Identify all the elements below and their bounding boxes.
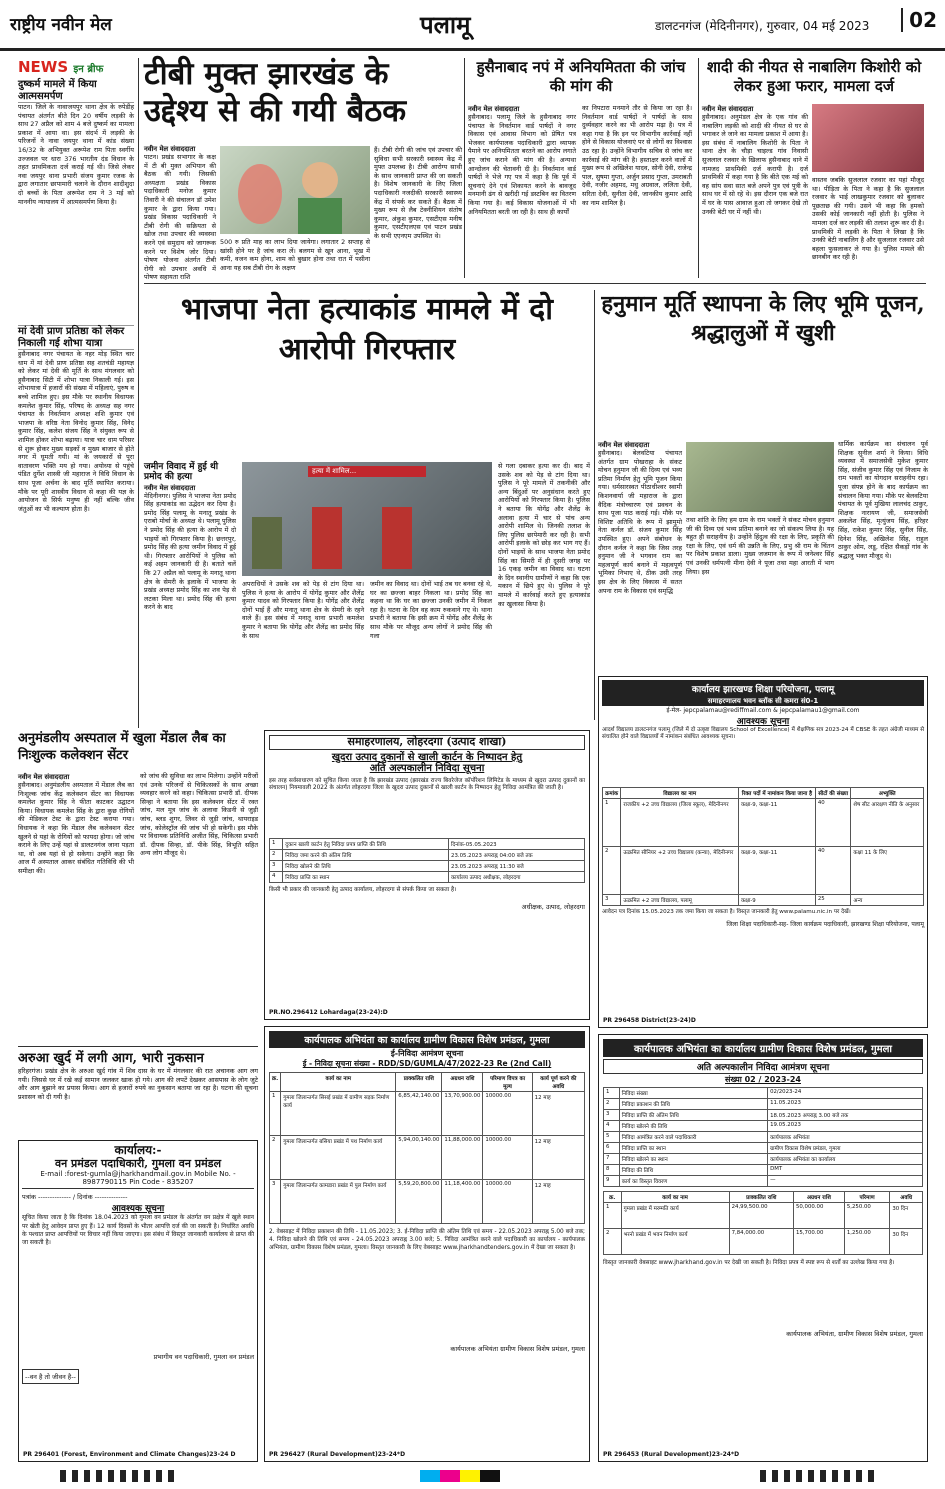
- tb-photo: [220, 146, 370, 234]
- cmyk-strip: [420, 1470, 500, 1482]
- brief-label: [18, 58, 134, 76]
- cell: 3: [270, 860, 283, 871]
- cell: कार्यपालक अभियंता का कार्यालय: [768, 1154, 923, 1165]
- cell: ग्रामीण विकास विशेष प्रमंडल, गुमला: [768, 1143, 923, 1154]
- excise-ad-office: समाहरणालय, लोहरदगा (उत्पाद शाखा): [269, 735, 585, 750]
- tb-body-3: हैं। टीबी रोगी की जांच एवं उपचार की सुविधा सभी सरकारी स्वास्थ्य केंद्र में मुफ्त उपलब्ध है। टीबी आरोग्य साथी के साथ जानकारी प्राप्त की जा सकती है। विशेष जानकारी के लिए जिला पदाधिकारी नजदीकी सरकारी स्वास्थ्य केंद्र में संपर्क कर सकते हैं। बैठक में मुख्य रूप से लैब टेक्नीशियन संतोष कुमार, अंकुश कुमार, एसटीएस मनीष कुमार, एसटीएलएस एवं पाटन प्रखंड के सभी एएनएम उपस्थित थे।: [374, 146, 462, 240]
- cell: निविदा प्राप्ति का स्थान: [283, 871, 449, 882]
- table-row: [604, 1154, 923, 1165]
- minor-story: [702, 58, 926, 278]
- cell: 5: [604, 1132, 620, 1143]
- bjp-story: [144, 290, 590, 720]
- cell: 11,18,400.00: [442, 1180, 483, 1224]
- cell: 10000.00: [483, 1136, 532, 1180]
- brief-label-news: NEWS: [18, 58, 69, 76]
- edu-ad-intro: आदर्श विद्यालय डालटनगंज पलामू (जिले में दो उत्कृष्ट विद्यालय School of Excellence) में शैक्षणिक सत्र 2023-24 में CBSE के तहत अंग्रेजी माध्यम से संचालित होने वाले विद्यालयों में नामांकन संबंधित आवश्यक सूचना।: [602, 727, 924, 741]
- cell: कक्षा-9, कक्षा-11: [738, 799, 815, 847]
- cell: 2: [603, 847, 621, 895]
- table-row: [603, 847, 924, 895]
- table-row: [604, 1143, 923, 1154]
- rwd2-signature: कार्यपालक अभियंता, ग्रामीण विकास विशेष प्रमंडल, गुमला: [786, 1330, 923, 1338]
- fire-body: हरिहरगंज। प्रखंड क्षेत्र के अरुआ खुर्द गांव में शिव दास के घर में मंगलवार की रात अचानक आग लग गयी। जिससे घर में रखे कई सामान जलकर खाक हो गये। आग की लपटें देखकर आसपास के लोग जुटे और आग बुझाने का प्रयास किया। आग से हजारों रुपये का नुकसान बताया जा रहा है। घटना की सूचना प्रशासन को दी गयी है।: [18, 1067, 258, 1101]
- cell: 2: [270, 849, 283, 860]
- excise-notice-ad: [264, 730, 590, 1020]
- cell: उत्क्रमित सीनियर +2 उच्च विद्यालय (कन्या), मेदिनीनगर: [621, 847, 739, 895]
- rwd2-title: अति अल्पकालीन निविदा आमंत्रण सूचना: [603, 1059, 923, 1074]
- cell: 1: [603, 799, 621, 847]
- cell: निविदा खोलने की तिथि: [283, 860, 449, 871]
- rwd1-number: ई - निविदा सूचना संख्या - RDD/SD/GUMLA/47/2022-23 Re (2nd Call): [302, 1059, 552, 1068]
- table-row: [604, 1176, 923, 1187]
- dateline: डालटनगंज (मेदिनीनगर), गुरुवार, 04 मई 2023: [655, 19, 870, 33]
- tb-body-1: पाटन। प्रखंड सभागार के कक्ष में टी बी मुक्त अभियान की बैठक की गयी। जिसकी अध्यक्षता प्रखंड विकास पदाधिकारी मनोज कुमार तिवारी ने की संचालन डॉ उमेश कुमार के द्वारा किया गया। प्रखंड विकास पदाधिकारी ने टीबी रोगी की सक्रियता से खोज तथा उपचार की व्यवस्था करने एवं समुदाय को जागरूक करने पर विशेष जोर दिया। पोषण योजना अंतर्गत टीबी रोगी को उपचार अवधि में पोषण सहायता राशि: [144, 153, 216, 282]
- bjp-byline: नवीन मेल संवाददाता: [144, 483, 196, 492]
- rwd2-office: कार्यपालक अभियंता का कार्यालय ग्रामीण विकास विशेष प्रमंडल, गुमला: [603, 1039, 923, 1057]
- cell: कक्षा-9: [738, 895, 815, 906]
- hanuman-body-1: हुसैनाबाद। बेलवटिया पंचायत अंतर्गत ग्राम पोखराहा के संकट मोचन हनुमान जी की दिव्य एवं भव्य प्रतिमा निर्माण हेतु भूमि पूजन किया गया। धर्मसारस्वत पीठाधीश्वर स्वामी किशनवार्या जी महाराज के द्वारा वैदिक मंत्रोच्चारण एवं प्रवचन के साथ पूजा पाठ कराई गई। मौके पर विशिष्ट अतिथि के रूप में झामुमो नेता कर्नल डॉ. संजय कुमार सिंह उपस्थित हुए। अपने संबोधन के दौरान कर्नल ने कहा कि जिस तरह हनुमान जी ने भगवान राम का महत्वपूर्ण कार्य बनाने में महत्वपूर्ण भूमिका निभाए थे, ठीक उसी तरह इस क्षेत्र के लिए विकास में सतत अपना राम के विकास एवं समृद्धि: [598, 449, 682, 595]
- table-row: [604, 1229, 923, 1255]
- minor-body-2: वास्तव जबकि सुजलाल रजवार का यहां मौजूद था। पीड़िता के पिता ने कहा है कि सुजलाल रजवार के भाई लाखकुमार रजवार को बुलाकर पूछताछ की गयी। उसने भी कहा कि हमको उसकी कोई जानकारी नहीं होती है। पुलिस ने मामला दर्ज कर लड़की की तलाश शुरू कर दी है। प्राथमिकी में लड़की के पिता ने लिखा है कि उनकी बेटी नाबालिग है और सुजलाल रजवार उसे बहला फुसलाकर ले गया है। पुलिस मामले की छानबीन कर रही है।: [812, 176, 924, 262]
- edu-ad-email: ई-मेल- jepcpalamau@rediffmail.com & jepcpalamau1@gmail.com: [666, 707, 860, 714]
- minor-photo: [812, 104, 924, 172]
- husainabad-byline: नवीन मेल संवाददाता: [468, 105, 520, 113]
- rwd1-signature: कार्यपालक अभियंता ग्रामीण विकास विशेष प्रमंडल, गुमला: [450, 1345, 585, 1353]
- edu-col-header: अभ्युक्ति: [851, 788, 924, 799]
- tb-headline: टीबी मुक्त झारखंड के उद्देश्य से की गयी बैठक: [144, 56, 407, 129]
- edu-col-header: सीटों की संख्या: [815, 788, 851, 799]
- rwd2-info-table: [603, 1087, 923, 1187]
- cell: 12 माह: [532, 1136, 584, 1180]
- cell: 30 दिन: [890, 1229, 923, 1255]
- cell: अन्य: [851, 895, 924, 906]
- bjp-body-1: मेदिनीनगर। पुलिस ने भाजपा नेता प्रमोद सिंह हत्याकांड का उद्भेदन कर दिया है। प्रमोद सिंह पलामू के मनातू प्रखंड के एराबो मोर्चा के अध्यक्ष थे। पलामू पुलिस ने प्रमोद सिंह की हत्या के आरोप में दो भाइयों को गिरफ्तार किया है। छत्तरपुर, प्रमोद सिंह की हत्या जमीन विवाद में हुई थी। गिरफ्तार आरोपियों ने पुलिस को कई अहम जानकारी दी है। बताते चलें कि 27 अप्रैल को पलामू के मनातू थाना क्षेत्र के सेमरी के इलाके में भाजपा के प्रखंड अध्यक्ष प्रमोद सिंह का शव पेड़ से लटका मिला था। प्रमोद सिंह की हत्या करने के बाद: [144, 491, 236, 612]
- hospital-story: [18, 730, 258, 960]
- forest-ad-contact: E-mail :forest-gumla@jharkhandmail.gov.in Mobile No. - 8987790115 Pin Code - 835207: [22, 1170, 254, 1189]
- cell: दुकान खाली कार्टन हेतु निविदा प्रपत्र प्राप्ति की तिथि: [283, 838, 449, 849]
- rwd2-number: संख्या 02 / 2023-24: [725, 1075, 801, 1084]
- table-row: [604, 1110, 923, 1121]
- bjp-body-3: जमीन का विवाद था। दोनों भाई तब घर बनवा रहे थे, घर का छज्जा बाहर निकला था। प्रमोद सिंह का कहना था कि घर का छज्जा उनकी जमीन में निकल रहा है। घटना के दिन वह काम रुकवाने गए थे। थाना प्रभारी ने बताया कि इसी क्रम में योगेंद्र और शैलेंद्र के साथ मौके पर मौजूद अन्य लोगों ने प्रमोद सिंह की गला: [370, 580, 492, 640]
- cell: 1: [270, 1092, 281, 1136]
- tb-body-2: 500 रु प्रति माह का लाभ दिया जायेगा। लगातार 2 सप्ताह से खांसी होने पर है जांच करा लें। बलगम से खून आना, भूख में कमी, वजन कम होना, शाम को बुखार होना तथा रात में पसीना आना यह सब टीबी रोग के लक्षण: [220, 238, 370, 272]
- hanuman-story: [598, 290, 928, 670]
- news-in-brief: [18, 58, 134, 758]
- cell: 50,000.00: [793, 1203, 844, 1229]
- edu-ad-office: कार्यालय झारखण्ड शिक्षा परियोजना, पलामू: [602, 680, 924, 697]
- registration-strip: [760, 1470, 880, 1482]
- cell: 4: [604, 1121, 620, 1132]
- husainabad-story: [468, 58, 694, 278]
- edu-ad-title: आवश्यक सूचना: [736, 717, 790, 727]
- cell: राजकीय +2 उच्च विद्यालय (जिला स्कूल), मेदिनीनगर: [621, 799, 739, 847]
- cell: 23.05.2023 अपराह्न 04:00 बजे तक: [449, 849, 585, 860]
- forest-ad-title-2: वन प्रमंडल पदाधिकारी, गुमला वन प्रमंडल: [54, 1156, 222, 1170]
- tb-illustration: [220, 146, 370, 234]
- rwd1-col-header: परिमाण विपत्र का मूल्य: [483, 1073, 532, 1092]
- cell: दिनांक-05.05.2023: [449, 838, 585, 849]
- rwd2-col-header: परिमाण: [844, 1192, 890, 1203]
- rwd2-col-header: प्राक्कलित राशि: [729, 1192, 793, 1203]
- cell: गुमला प्रखंड में मरम्मति कार्य: [621, 1203, 729, 1229]
- cell: 40: [815, 799, 851, 847]
- cell: कार्यालय उत्पाद अधीक्षक, लोहरदगा: [449, 871, 585, 882]
- cell: 2: [270, 1136, 281, 1180]
- rwd2-pr: PR 296453 (Rural Development)23-24*D: [603, 1451, 740, 1458]
- minor-body-1: हुसैनाबाद। अनुमंडल क्षेत्र के एक गांव की नाबालिग लड़की को शादी की नीयत से घर से भगाकर ले जाने का मामला प्रकाश में आया है। इस संबंध में नाबालिग किशोरी के पिता ने थाना क्षेत्र के चौड़ा चाइल्ड गांव निवासी सुजलाल रजवार के खिलाफ हुसैनाबाद थाने में नामजद प्राथमिकी दर्ज करायी है। दर्ज प्राथमिकी में कहा गया है कि बीते एक मई को वह सांय सवा सात बजे अपने पुत्र एवं पुत्री के साथ घर में सो रहे थे। इस दौरान एक बजे रात में घर के पास आवाज हुआ तो जगकर देखे तो उनकी बेटी घर में नहीं थी।: [702, 113, 808, 216]
- bjp-body-2: अपराधियों ने उसके शव को पेड़ से टांग दिया था। पुलिस ने हत्या के आरोप में योगेंद्र कुमार और शैलेंद्र कुमार यादव को गिरफ्तार किया है। योगेंद्र और शैलेंद्र दोनों भाई हैं और मनातू थाना क्षेत्र के सेमरी के रहने वाले हैं। इस संबंध में मनातू थाना प्रभारी कमलेश कुमार ने बताया कि योगेंद्र और शैलेंद्र का प्रमोद सिंह के साथ: [242, 580, 364, 640]
- rwd2-col-header: अग्रधन राशि: [793, 1192, 844, 1203]
- cell: कार्य का विस्तृत विवरण: [619, 1176, 767, 1187]
- hanuman-body-3: धार्मिक कार्यक्रम का संचालन पूर्व शिक्षक सुनील शर्मा ने किया। विधि व्यवस्था में समाजसेवी मुकेश कुमार सिंह, संजीव कुमार सिंह एवं निजाम के राम भक्तों का योगदान सराहनीय रहा। पूजा संपन्न होने के बाद कार्यक्रम का संचालन किया गया। मौके पर बेलवटिया पंचायत के पूर्व मुखिया लालचंद ठाकुर, शिक्षक नारायण जी, समाजसेवी अकलेश सिंह, मृत्युंजय सिंह, हरिहर सिंह, राकेश कुमार सिंह, सुनील सिंह, दिनेश सिंह, अखिलेश सिंह, राहुल ठाकुर ओम, लडू, रक्षित सैकड़ों गांव के श्रद्धालु भक्त मौजूद थे।: [838, 440, 928, 560]
- color-registration-bar: [0, 1470, 945, 1489]
- excise-ad-pr: PR.NO.296412 Lohardaga(23-24):D: [269, 1009, 388, 1016]
- tb-byline: नवीन मेल संवाददाता: [144, 145, 196, 153]
- fire-story: [18, 1046, 258, 1137]
- forest-ad-signature: प्रभागीय वन पदाधिकारी, गुमला वन प्रमंडल: [153, 1353, 254, 1362]
- cell: 11,88,000.00: [442, 1136, 483, 1180]
- cell: 2: [604, 1229, 622, 1255]
- cell: 6: [604, 1143, 620, 1154]
- cell: 12 माह: [532, 1092, 584, 1136]
- column-divider: [138, 58, 139, 728]
- bjp-body-4: से गला दबाकर हत्या कर दी। बाद में उसके शव को पेड़ से टांग दिया था। पुलिस ने पूरे मामले में तकनीकी और अन्य बिंदुओं पर अनुसंधान करते हुए आरोपियों को गिरफ्तार किया है। पुलिस ने बताया कि योगेंद्र और शैलेंद्र के अलावा हत्या में चार से पांच अन्य आरोपी शामिल थे। जिनकी तलाश के लिए पुलिस छापेमारी कर रही है। सभी आरोपी इलाके को छोड़ कर भाग गए हैं। दोनों भाइयों के साथ भाजपा नेता प्रमोद सिंह का सिमरी में ही दूसरी जगह पर 16 एकड़ जमीन का विवाद था। घटना के दिन स्थानीय ग्रामीणों ने कहा कि एक मकान में छिपे हुए थे। पुलिस ने पूरे मामले में कार्रवाई करते हुए हत्याकांड का खुलासा किया है।: [498, 462, 590, 608]
- masthead: [0, 0, 945, 51]
- edu-col-header: विद्यालय का नाम: [621, 788, 739, 799]
- cell: 18.05.2023 अपराह्न 3.00 बजे तक: [768, 1110, 923, 1121]
- cell: गुमला जिलान्तर्गत सिसई प्रखंड में ग्रामीण सड़क निर्माण कार्य: [281, 1092, 396, 1136]
- cell: 7,84,000.00: [729, 1229, 793, 1255]
- cell: भरनो प्रखंड में भवन निर्माण कार्य: [621, 1229, 729, 1255]
- brief-headline-1: दुष्कर्म मामले में किया आत्मसमर्पण: [18, 79, 134, 103]
- husainabad-headline: हुसैनाबाद नपं में अनियमितता की जांच की मांग की: [476, 58, 686, 95]
- table-row: [270, 860, 585, 871]
- bjp-photo: [242, 462, 492, 576]
- cell: 02/2023-24: [768, 1088, 923, 1099]
- fire-headline: अरुआ खुर्द में लगी आग, भारी नुकसान: [18, 1051, 204, 1066]
- cell: निविदा प्रकाशन की तिथि: [619, 1099, 767, 1110]
- table-row: [270, 1180, 585, 1224]
- cell: 3: [604, 1110, 620, 1121]
- cell: 6,85,42,140.00: [396, 1092, 442, 1136]
- hanuman-byline: नवीन मेल संवाददाता: [598, 441, 650, 449]
- cell: DMT: [768, 1165, 923, 1176]
- cell: 40: [815, 847, 851, 895]
- forest-ad-title-1: कार्यालय:-: [114, 1143, 162, 1157]
- table-row: [604, 1121, 923, 1132]
- table-row: [270, 871, 585, 882]
- edu-ad-note: आवेदन पत्र दिनांक 15.05.2023 तक जमा किया जा सकता है। विस्तृत जानकारी हेतु www.palamu.nic.in पर देखें।: [602, 909, 851, 915]
- page-number: 02: [901, 8, 937, 32]
- cell: 15,700.00: [793, 1229, 844, 1255]
- cell: निविदा खोलने का स्थान: [619, 1154, 767, 1165]
- accused-figures: [242, 477, 492, 573]
- forest-ad-memo: पत्रांक -------------- / दिनांक --------------: [22, 1193, 128, 1202]
- brief-body-2: हुसैनाबाद नगर पंचायत के नहर मोड़ स्थित चार धाम में मां देवी प्राण प्रतिष्ठा सह शतचंडी महायज्ञ को लेकर मां देवी की मूर्ति के साथ मंगलवार को हुसैनाबाद सिटी में शोभा यात्रा निकाली गई। इस शोभायात्रा में हजारों की संख्या में महिलाएं, पुरुष व बच्चे शामिल हुए। इस मौके पर स्थानीय विधायक कमलेश कुमार सिंह, परिषद के अध्यक्ष सह नगर पंचायत के निवर्तमान अध्यक्ष शशि कुमार एवं भाजपा के वरिष्ठ नेता विनोद कुमार सिंह, विनेद कुमार सिंह, कलेश संजय सिंह ने संयुक्त रूप से शामिल होकर शोभा बढ़ाया। यात्रा चार धाम परिसर से शुरू होकर मुख्य सड़कों व मुख्य बाजार से होते नगर में घूमती गयी। मां के जयकारों से पूरा वातावरण भक्ति मय हो गया। अयोध्या से पहुंचे पंडित दुर्गेश शास्त्री जी महाराज ने विधि विधान के साथ पूजा अर्चना के बाद मूर्ति स्थापित कराया। मौके पर पूरी शास्त्रीय विधान से कहा की यज्ञ के आयोजन से सिर्फ मनुष्य ही नहीं बल्कि जीव जंतुओं का भी कल्याण होता है।: [18, 350, 134, 513]
- forest-ad-body: सूचित किया जाता है कि दिनांक 18.04.2023 को गुमला वन प्रमंडल के अंतर्गत वन प्रक्षेत्र में खुले स्थान पर खेती हेतु आवेदन प्राप्त हुए हैं। 12 कार्य दिवसों के भीतर आपत्ति दर्ज की जा सकती है। निर्धारित अवधि के पश्चात प्राप्त आपत्तियों पर विचार नहीं किया जाएगा। इस संबंध में विस्तृत जानकारी कार्यालय से प्राप्त की जा सकती है।: [22, 1214, 254, 1247]
- table-row: [604, 1165, 923, 1176]
- cell: गुमला जिलान्तर्गत कामडारा प्रखंड में पुल निर्माण कार्य: [281, 1180, 396, 1224]
- cell: 24,99,500.00: [729, 1203, 793, 1229]
- cell: 12 माह: [532, 1180, 584, 1224]
- hanuman-body-2: तथा शांति के लिए हम ग्राम के राम भक्तों ने संकट मोचन हनुमान जी की दिव्य एवं भव्य प्रतिमा बनाने का जो संकल्प लिया है। यह बहुत ही सराहनीय है। उन्होंने हिंदुत्व की रक्षा के लिए, प्रकृति की रक्षा के लिए, एवं धर्म की उन्नति के लिए, प्रभु श्री राम के चिंतन पर विशेष प्रकाश डाला। मुख्य जजमान के रूप में जनेश्वर सिंह एवं उनकी धर्मपत्नी मीना देवी ने पूजा तथा महा आरती में भाग लिया। इस: [686, 516, 834, 576]
- cell: 7: [604, 1154, 620, 1165]
- rwd2-work-table: [603, 1191, 923, 1255]
- cell: 1: [270, 838, 283, 849]
- cell: 1: [604, 1088, 620, 1099]
- cell: 1: [604, 1203, 622, 1229]
- cell: शेष सीट आरक्षण नीति के अनुसार: [851, 799, 924, 847]
- husainabad-body-2: का निपटारा मनमाने तौर से किया जा रहा है। निवर्तमान वार्ड पार्षदों ने पार्षदों के साथ दुर्व्यवहार करने का भी आरोप मढ़ा है। पत्र में कहा गया है कि इन पर विभागीय कार्रवाई नहीं होने से विकास योजनाएं पर से लोगों का विश्वास उठ रहा है। उन्होंने विभागीय सचिव से जांच कर कार्रवाई की मांग की है। हस्ताक्षर करने वालों में मुख्य रूप से अखिलेश यादव, सोनी देवी, राजेन्द्र पाल, सुषमा गुप्ता, अर्जुन प्रसाद गुप्ता, उमराबती देवी, नजीर अहमद, मधु अग्रवाल, ललिता देवी, सरिता देवी, सुनीता देवी, जानकीय कुमार आदि का नाम शामिल है।: [582, 104, 692, 207]
- edu-col-header: रिक्त पदों में नामांकन किया जाना है: [738, 788, 815, 799]
- cell: गुमला जिलान्तर्गत बसिया प्रखंड में पथ निर्माण कार्य: [281, 1136, 396, 1180]
- cell: निविदा खोलने की तिथि: [619, 1121, 767, 1132]
- cell: 2: [604, 1099, 620, 1110]
- edu-ad-signature: जिला शिक्षा पदाधिकारी-सह- जिला कार्यक्रम पदाधिकारी, झारखण्ड शिक्षा परियोजना, पलामू: [726, 921, 924, 929]
- excise-ad-signature: अधीक्षक, उत्पाद, लोहरदगा: [521, 903, 585, 912]
- rwd1-col-header: अग्रधन राशि: [442, 1073, 483, 1092]
- hospital-body-2: को जांच की सुविधा का लाभ मिलेगा। उन्होंने मरीजों एवं उनके परिजनों से चिकित्सकों के साथ अच्छा व्यवहार करने को कहा। चिकित्सा प्रभारी डॉ. दीपक सिन्हा ने बताया कि इस कलेक्शन सेंटर में रक्त जांच, मल मूत्र जांच के अलावा किडनी से जुड़ी जांच, ब्लड शुगर, लिवर से जुड़ी जांच, थायराइड जांच, कोलेस्ट्रॉल की जांच भी हो सकेगी। इस मौके पर विधायक प्रतिनिधि अजीत सिंह, चिकित्सा प्रभारी डॉ. दीपक सिन्हा, डॉ. पीके सिंह, विभूति सहित अन्य लोग मौजूद थे।: [140, 772, 259, 858]
- table-row: [270, 1092, 585, 1136]
- cell: निविदा संख्या: [619, 1088, 767, 1099]
- table-row: [270, 849, 585, 860]
- table-row: [270, 1136, 585, 1180]
- forest-ad-notice-title: आवश्यक सूचना: [111, 1204, 165, 1215]
- rwd1-office: कार्यपालक अभियंता का कार्यालय ग्रामीण विकास विशेष प्रमंडल, गुमला: [269, 1031, 585, 1048]
- cell: 23.05.2023 अपराह्न 11:30 बजे: [449, 860, 585, 871]
- bjp-photo-banner: हत्या में शामिल...: [308, 466, 426, 477]
- forest-notice-ad: [18, 1140, 258, 1462]
- hospital-byline: नवीन मेल संवाददाता: [18, 773, 70, 781]
- excise-ad-note: किसी भी प्रकार की जानकारी हेतु उत्पाद कार्यालय, लोहरदगा से संपर्क किया जा सकता है।: [269, 886, 457, 893]
- hanuman-headline: हनुमान मूर्ति स्थापना के लिए भूमि पूजन, श्रद्धालुओं में खुशी: [601, 291, 925, 346]
- rwd-tender-ad-2: [598, 1034, 928, 1462]
- cell: —: [768, 1176, 923, 1187]
- rwd1-col-header: कार्य का नाम: [281, 1073, 396, 1092]
- hospital-headline: अनुमंडलीय अस्पताल में खुला मेंडाल लैब का निःशुल्क कलेक्शन सेंटर: [18, 731, 226, 763]
- husainabad-body-1: हुसैनाबाद। पलामू जिले के हुसैनाबाद नगर पंचायत के निवर्तमान वार्ड पार्षदों ने नगर विकास एवं आवास विभाग को प्रेषित पत्र भेजकर कार्यपालक पदाधिकारी द्वारा व्यापक पैमाने पर अनियमितता बरतने का आरोप लगाते हुए जांच कराने की मांग की है। अन्यथा आन्दोलन की चेतावनी दी है। निवर्तमान वार्ड पार्षदों ने भेजे गए पत्र में कहा है कि पूर्व में सूचनाएं देने एवं शिकायत करने के बावजूद मनमानी ढंग से खरीदी गई डस्टबिन का वितरण किया गया है। कई विकास योजनाओं में भी अनियमितता बरती जा रही है। साथ ही कार्यों: [468, 113, 576, 216]
- minor-byline: नवीन मेल संवाददाता: [702, 105, 754, 113]
- newspaper-brand: राष्ट्रीय नवीन मेल: [10, 15, 112, 35]
- cell: 5,250.00: [844, 1203, 890, 1229]
- hanuman-photo: [686, 442, 834, 512]
- cell: निविदा आमंत्रित करने वाले पदाधिकारी: [619, 1132, 767, 1143]
- excise-ad-table: [269, 838, 585, 883]
- cell: 5,59,20,800.00: [396, 1180, 442, 1224]
- cell: 5,94,00,140.00: [396, 1136, 442, 1180]
- rwd1-title: ई-निविदा आमंत्रण सूचना: [390, 1049, 464, 1058]
- rwd2-col-header: क्र.: [604, 1192, 622, 1203]
- rwd2-col-header: अवधि: [890, 1192, 923, 1203]
- table-row: [603, 895, 924, 906]
- cell: 10000.00: [483, 1092, 532, 1136]
- cell: 9: [604, 1176, 620, 1187]
- cell: 13,70,900.00: [442, 1092, 483, 1136]
- cell: निविदा जमा करने की अंतिम तिथि: [283, 849, 449, 860]
- cell: 3: [603, 895, 621, 906]
- rwd1-col-header: प्राक्कलित राशि: [396, 1073, 442, 1092]
- forest-ad-pr: PR 296401 (Forest, Environment and Climate Changes)23-24 D: [23, 1451, 236, 1458]
- table-row: [603, 799, 924, 847]
- cell: कार्यपालक अभियंता: [768, 1132, 923, 1143]
- section-divider: [144, 283, 926, 284]
- edu-ad-address: समाहरणालय भवन ब्लॉक सी कमरा सं0-1: [602, 697, 924, 706]
- table-row: [604, 1088, 923, 1099]
- forest-ad-slogan: --वन है तो जीवन है--: [22, 1369, 79, 1384]
- column-divider: [594, 290, 595, 720]
- bjp-kicker: जमीन विवाद में हुई थी प्रमोद की हत्या: [144, 462, 219, 483]
- rwd1-notes: 2. वेबसाइट में निविदा प्रकाशन की तिथि - 11.05.2023; 3. ई-निविदा प्राप्ति की अंतिम तिथि एवं समय - 22.05.2023 अपराह्न 5.00 बजे तक; 4. निविदा खोलने की तिथि एवं समय - 24.05.2023 अपराह्न 3.00 बजे; 5. निविदा आमंत्रित करने वाले पदाधिकारी का कार्यालय - कार्यपालक अभियंता, ग्रामीण विकास विशेष प्रमंडल, गुमला। विस्तृत जानकारी के लिए वेबसाइट www.jharkhandtenders.gov.in में देखा जा सकता है।: [269, 1229, 585, 1251]
- cell: निविदा प्राप्ति का स्थान: [619, 1143, 767, 1154]
- edu-ad-table: [602, 787, 924, 906]
- cell: 8: [604, 1165, 620, 1176]
- cell: उत्क्रमित +2 उच्च विद्यालय, पलामू: [621, 895, 739, 906]
- cell: कक्षा-9, कक्षा-11: [738, 847, 815, 895]
- rwd-tender-ad-1: [264, 1026, 590, 1462]
- tb-story: [144, 56, 462, 282]
- excise-ad-title: अति अल्पकालीन निविदा सूचना: [369, 763, 485, 775]
- cell: 30 दिन: [890, 1203, 923, 1229]
- rwd1-col-header: क्र.: [270, 1073, 281, 1092]
- cell: 10000.00: [483, 1180, 532, 1224]
- cell: 19.05.2023: [768, 1121, 923, 1132]
- brief-body-1: पाटन। जिले के नावाजयपुर थाना क्षेत्र के रुपेडीह पंचायत अंतर्गत बीते दिन 20 वर्षीय लड़की के साथ 27 अप्रैल को शाम 4 बजे दुष्कर्म का मामला प्रकाश में आया था। इस संदर्भ में लड़की के परिजनों ने नावा जयपुर थाना में कांड संख्या 16/32 के अभियुक्त अरूपेश राम पिता स्वर्गीय उज्जवल पर धारा 376 भारतीय दंड विधान के तहत प्राथमिकता दर्ज कराई गई थी। जिसे लेकर नवा जयपुर थाना प्रभारी संजय कुमार रजक के द्वारा लगातार छापामारी चलाने के दौरान शादीशुदा दो बच्चों के पिता अरूपेश राम ने 3 मई को माननीय न्यायालय में आत्मसमर्पण किया है।: [18, 103, 134, 206]
- rwd2-notes: विस्तृत जानकारी वेबसाइट www.jharkhand.gov.in पर देखी जा सकती है। निविदा प्रपत्र में स्पष्ट रूप से शर्तों का उल्लेख किया गया है।: [603, 1260, 895, 1266]
- education-notice-ad: [598, 676, 928, 1028]
- cell: निविदा की तिथि: [619, 1165, 767, 1176]
- column-divider: [464, 58, 465, 278]
- cell: 25: [815, 895, 851, 906]
- hospital-body-1: हुसैनाबाद। अनुमंडलीय अस्पताल में मेंडाल लैब का निःशुल्क जांच केंद्र कलेक्शन सेंटर का विधायक कमलेश कुमार सिंह ने फीता काटकर उद्घाटन किया। विधायक कमलेश सिंह के द्वारा कुछ रोगियों की मेडिकल टेस्ट के द्वारा टेस्ट कराया गया। विधायक ने कहा कि मेंडाल लैब कलेक्शन सेंटर खुलने से यहां के रोगियों को फायदा होगा। जो जांच कराने के लिए उन्हें यहां से डालटनगंज जाना पड़ता था, वो अब यहां से हो सकेगा। उन्होंने कहा कि आज मैं अस्पताल आकर संबंधित गतिविधि की भी समीक्षा की।: [18, 781, 134, 875]
- cell: कक्षा 11 के लिए: [851, 847, 924, 895]
- table-row: [604, 1132, 923, 1143]
- section-title: पलामू: [420, 10, 471, 39]
- minor-headline: शादी की नीयत से नाबालिग किशोरी को लेकर हुआ फरार, मामला दर्ज: [706, 58, 922, 95]
- table-row: [604, 1099, 923, 1110]
- column-divider: [698, 58, 699, 278]
- table-row: [604, 1203, 923, 1229]
- rwd1-table: [269, 1072, 585, 1224]
- registration-strip: [60, 1470, 180, 1482]
- cell: 3: [270, 1180, 281, 1224]
- cell: निविदा प्राप्ति की अंतिम तिथि: [619, 1110, 767, 1121]
- bjp-headline: भाजपा नेता हत्याकांड मामले में दो आरोपी गिरफ्तार: [181, 292, 553, 367]
- edu-ad-pr: PR 296458 District(23-24)D: [603, 1017, 696, 1024]
- rwd2-col-header: कार्य का नाम: [621, 1192, 729, 1203]
- cell: 11.05.2023: [768, 1099, 923, 1110]
- edu-col-header: क्रमांक: [603, 788, 621, 799]
- excise-ad-body: इस तरह सर्वसाधारण को सूचित किया जाता है कि झारखंड उत्पाद (झारखंड राज्य बिवरेजेज कॉर्पोरेशन लिमिटेड के माध्यम से खुदरा उत्पाद दुकानों का संचालन) नियमावली 2022 के अंतर्गत लोहरदगा जिला के खुदरा उत्पाद दुकानों से खाली कार्टन के निष्पादन हेतु निविदा आमंत्रित की जाती है।: [269, 777, 585, 792]
- cell: 4: [270, 871, 283, 882]
- rwd1-pr: PR 296427 (Rural Development)23-24*D: [269, 1451, 406, 1458]
- table-row: [270, 838, 585, 849]
- rwd1-col-header: कार्य पूर्ण करने की अवधि: [532, 1073, 584, 1092]
- brief-headline-2: मां देवी प्राण प्रतिष्ठा को लेकर निकाली गई शोभा यात्रा: [18, 325, 134, 350]
- cell: 1,250.00: [844, 1229, 890, 1255]
- excise-ad-subject: खुदरा उत्पाद दुकानों से खाली कार्टन के निष्पादन हेतु: [331, 751, 523, 763]
- brief-label-sub: इन ब्रीफ: [73, 64, 104, 75]
